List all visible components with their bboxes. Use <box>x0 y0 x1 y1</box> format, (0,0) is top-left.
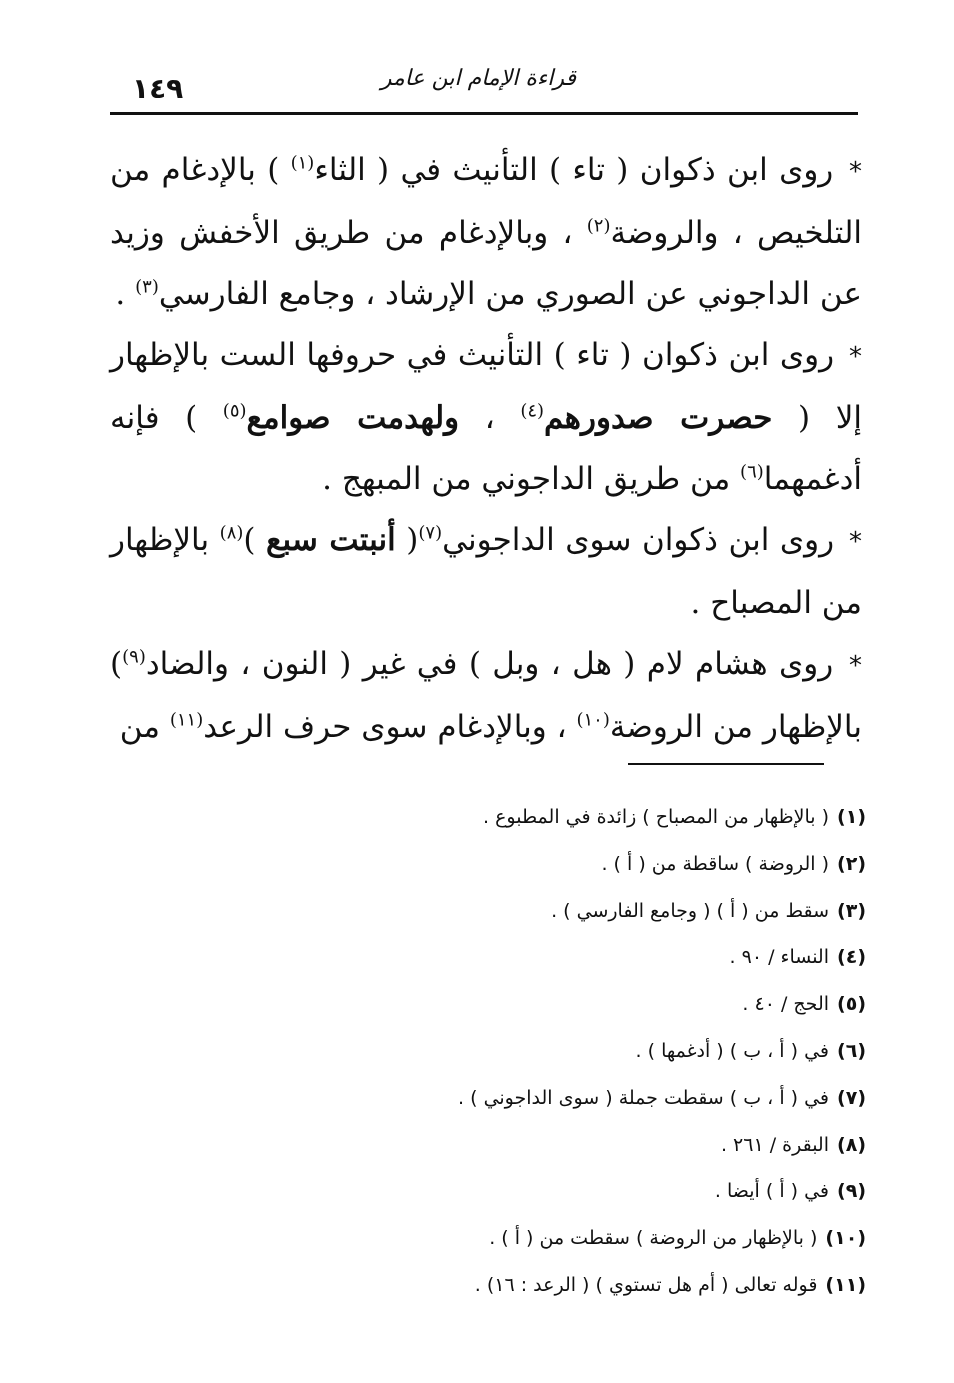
text-run: ، <box>459 400 521 436</box>
footnote-text: النساء / ٩٠ . <box>729 946 830 969</box>
footnote-text: الحج / ٤٠ . <box>742 993 830 1016</box>
text-run: . <box>115 276 136 312</box>
header-rule <box>110 112 858 115</box>
text-run: ) بالإظهار من الروضة <box>110 646 862 745</box>
footnote-number: (٩) <box>837 1180 866 1203</box>
text-run: ، وبالإدغام من طريق الأخفش وزيد عن الداجوني عن الصوري من الإرشاد ، وجامع الفارسي <box>110 215 862 312</box>
text-run: ) بالإدغام من التلخيص ، والروضة <box>110 152 863 251</box>
quran-quote: ولهدمت صوامع <box>246 400 460 436</box>
footnote-text: قوله تعالى ( أم هل تستوي ) ( الرعد : ١٦) . <box>474 1273 818 1296</box>
footnote-ref: (١) <box>290 152 315 174</box>
footnote-number: (٣) <box>837 899 866 922</box>
asterisk-marker: * <box>840 342 863 372</box>
footnote-number: (٦) <box>837 1039 866 1062</box>
text-run: بالإظهار من المصباح . <box>110 522 862 621</box>
footnote-ref: (٧) <box>418 522 443 544</box>
running-title: قراءة الإمام ابن عامر <box>380 66 576 91</box>
footnote-text: ( الروضة ) ساقطة من ( أ ) . <box>601 852 830 875</box>
footnote-number: (١٠) <box>825 1227 866 1250</box>
text-run: روى هشام لام ( هل ، وبل ) في غير ( النون ، والضاد <box>145 646 834 682</box>
footnote-text: سقط من ( أ ) ( وجامع الفارسي ) . <box>551 899 830 922</box>
footnote-item <box>300 934 866 981</box>
text-run: ، وبالإدغام سوى حرف الرعد <box>203 709 577 745</box>
footnote-ref: (٤) <box>520 400 545 422</box>
footnote-item <box>300 794 866 841</box>
footnote-ref: (٥) <box>222 400 247 422</box>
asterisk-marker: * <box>840 527 863 557</box>
footnote-ref: (١٠) <box>576 709 610 731</box>
quran-quote: حصرت صدورهم <box>544 400 773 436</box>
footnotes <box>300 794 866 1309</box>
text-run: ) <box>243 522 267 558</box>
footnote-item <box>300 981 866 1028</box>
asterisk-marker: * <box>839 157 862 187</box>
footnote-text: البقرة / ٢٦١ . <box>720 1133 830 1156</box>
footnote-number: (٨) <box>837 1133 866 1156</box>
paragraph <box>110 510 862 634</box>
footnote-ref: (١١) <box>169 709 204 731</box>
footnote-number: (٧) <box>837 1086 866 1109</box>
footnote-number: (٤) <box>837 946 866 969</box>
footnote-number: (١١) <box>825 1273 866 1296</box>
text-run: من <box>119 709 170 745</box>
footnote-ref: (٩) <box>122 646 146 668</box>
page-header <box>110 62 858 112</box>
text-run: روى ابن ذكوان سوى الداجوني <box>442 522 835 558</box>
footnote-item <box>300 841 866 888</box>
paragraph <box>110 140 862 325</box>
footnote-item <box>300 1262 866 1309</box>
footnote-number: (١) <box>837 806 866 828</box>
text-run: روى ابن ذكوان ( تاء ) التأنيث في ( الثاء <box>314 152 834 188</box>
footnote-item <box>300 888 866 935</box>
text-run: روى ابن ذكوان ( تاء ) التأنيث في حروفها الست بالإظهار إلا ( <box>110 337 862 436</box>
text-run: ) فإنه أدغمهما <box>110 400 862 497</box>
quran-quote: أنبتت سبع <box>266 522 396 558</box>
footnote-item <box>300 1168 866 1215</box>
footnote-text: في ( أ ) أيضا . <box>714 1180 830 1203</box>
footnote-number: (٥) <box>837 993 866 1016</box>
footnote-item <box>300 1122 866 1169</box>
footnote-ref: (٨) <box>219 522 244 544</box>
footnote-text: ( بالإظهار من الروضة ) سقطت من ( أ ) . <box>489 1227 818 1250</box>
page-number: ١٤٩ <box>132 72 184 105</box>
footnote-ref: (٣) <box>135 276 159 298</box>
footnote-ref: (٦) <box>740 461 764 483</box>
footnote-text: في ( أ ، ب ) ( أدغمها ) . <box>635 1039 830 1062</box>
paragraph <box>110 325 862 510</box>
footnote-number: (٢) <box>837 852 866 875</box>
footnote-item <box>300 1028 866 1075</box>
footnote-separator <box>628 763 824 765</box>
footnote-ref: (٢) <box>586 215 611 237</box>
text-run: من طريق الداجوني من المبهج . <box>322 461 741 497</box>
paragraph <box>110 634 862 758</box>
footnote-item <box>300 1215 866 1262</box>
main-text <box>110 140 862 758</box>
footnote-item <box>300 1075 866 1122</box>
footnote-text: ( بالإظهار من المصباح ) زائدة في المطبوع . <box>483 806 830 828</box>
asterisk-marker: * <box>839 651 862 681</box>
text-run: ( <box>395 522 419 558</box>
footnote-text: في ( أ ، ب ) سقطت جملة ( سوى الداجوني ) . <box>458 1086 830 1109</box>
